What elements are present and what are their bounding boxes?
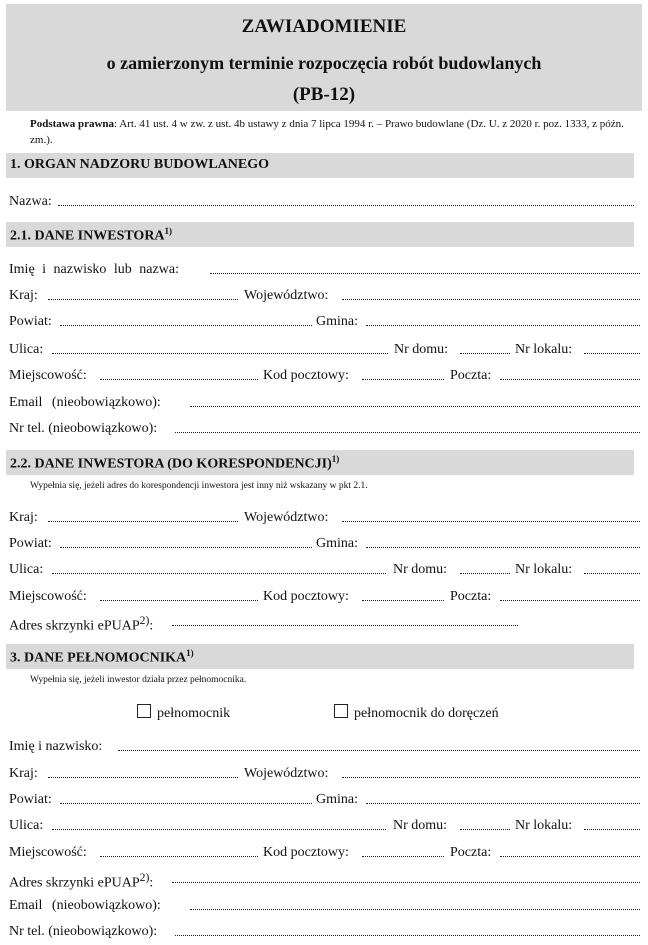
- investor-post-label: Poczta:: [450, 368, 492, 383]
- corr-voivodeship-field[interactable]: [342, 521, 640, 522]
- attorney-street-label: Ulica:: [9, 818, 44, 833]
- section-21-title: 2.1. DANE INWESTORA: [10, 228, 165, 244]
- organ-name-label: Nazwa:: [9, 194, 52, 209]
- investor-commune-field[interactable]: [366, 325, 640, 326]
- section-3-note: Wypełnia się, jeżeli inwestor działa przez pełnomocnika.: [30, 675, 247, 685]
- investor-county-field[interactable]: [60, 325, 312, 326]
- investor-city-label: Miejscowość:: [9, 368, 87, 383]
- attorney-house-label: Nr domu:: [393, 818, 448, 833]
- attorney-epuap-footnote: 2): [139, 871, 150, 884]
- corr-country-field[interactable]: [48, 521, 238, 522]
- legal-basis-label: Podstawa prawna: [30, 118, 115, 130]
- service-attorney-option[interactable]: [334, 704, 499, 722]
- corr-flat-field[interactable]: [584, 573, 640, 574]
- investor-email-label: Email (nieobowiązkowo):: [9, 395, 161, 410]
- investor-city-field[interactable]: [100, 379, 258, 380]
- attorney-city-field[interactable]: [100, 856, 258, 857]
- corr-house-field[interactable]: [460, 573, 510, 574]
- corr-postcode-field[interactable]: [362, 600, 444, 601]
- investor-county-label: Powiat:: [9, 314, 52, 329]
- corr-city-label: Miejscowość:: [9, 589, 87, 604]
- attorney-option-label: pełnomocnik: [157, 706, 231, 721]
- title-banner: [6, 4, 642, 111]
- organ-name-field[interactable]: [58, 205, 634, 206]
- attorney-flat-label: Nr lokalu:: [515, 818, 573, 833]
- investor-phone-label: Nr tel. (nieobowiązkowo):: [9, 421, 158, 436]
- corr-city-field[interactable]: [100, 600, 258, 601]
- attorney-voivodeship-field[interactable]: [342, 777, 640, 778]
- attorney-county-field[interactable]: [60, 803, 312, 804]
- attorney-street-field[interactable]: [52, 829, 386, 830]
- section-3-header: [6, 644, 634, 669]
- section-21-footnote: 1): [164, 226, 173, 236]
- investor-commune-label: Gmina:: [316, 314, 358, 329]
- attorney-county-label: Powiat:: [9, 792, 52, 807]
- corr-commune-field[interactable]: [366, 547, 640, 548]
- investor-street-field[interactable]: [52, 353, 388, 354]
- attorney-epuap-text: Adres skrzynki ePUAP: [9, 875, 140, 891]
- corr-country-label: Kraj:: [9, 510, 38, 525]
- service-attorney-option-label: pełnomocnik do doręczeń: [354, 706, 499, 721]
- investor-house-label: Nr domu:: [394, 342, 449, 357]
- legal-basis-text: : Art. 41 ust. 4 w zw. z ust. 4b ustawy z dnia 7 lipca 1994 r. – Prawo budowlane (Dz. U. z 2020 r. poz. 1333, z późn. zm.).: [30, 118, 624, 146]
- attorney-name-label: Imię i nazwisko:: [9, 739, 103, 754]
- attorney-country-label: Kraj:: [9, 766, 38, 781]
- section-1-title: 1. ORGAN NADZORU BUDOWLANEGO: [10, 157, 270, 172]
- corr-post-field[interactable]: [500, 600, 640, 601]
- attorney-commune-label: Gmina:: [316, 792, 358, 807]
- attorney-voivodeship-label: Województwo:: [244, 766, 329, 781]
- corr-post-label: Poczta:: [450, 589, 492, 604]
- attorney-epuap-colon: :: [149, 875, 154, 891]
- form-subtitle: o zamierzonym terminie rozpoczęcia robót budowlanych: [106, 53, 542, 73]
- corr-commune-label: Gmina:: [316, 536, 358, 551]
- investor-postcode-label: Kod pocztowy:: [263, 368, 349, 383]
- attorney-house-field[interactable]: [460, 829, 510, 830]
- attorney-postcode-field[interactable]: [362, 856, 444, 857]
- corr-epuap-label: [9, 614, 153, 635]
- legal-basis: [30, 116, 630, 148]
- investor-name-field[interactable]: [210, 273, 640, 274]
- section-22-note: Wypełnia się, jeżeli adres do korespondencji inwestora jest inny niż wskazany w pkt 2.1.: [30, 481, 368, 491]
- investor-voivodeship-label: Województwo:: [244, 288, 329, 303]
- corr-county-label: Powiat:: [9, 536, 52, 551]
- corr-postcode-label: Kod pocztowy:: [263, 589, 349, 604]
- investor-phone-field[interactable]: [175, 432, 640, 433]
- investor-flat-label: Nr lokalu:: [515, 342, 573, 357]
- investor-postcode-field[interactable]: [362, 379, 444, 380]
- investor-country-label: Kraj:: [9, 288, 38, 303]
- attorney-city-label: Miejscowość:: [9, 845, 87, 860]
- attorney-phone-label: Nr tel. (nieobowiązkowo):: [9, 924, 158, 939]
- attorney-email-field[interactable]: [190, 909, 640, 910]
- section-22-footnote: 1): [331, 454, 340, 464]
- attorney-epuap-label: [9, 871, 153, 892]
- attorney-option[interactable]: [137, 704, 230, 722]
- attorney-post-label: Poczta:: [450, 845, 492, 860]
- attorney-country-field[interactable]: [48, 777, 238, 778]
- investor-voivodeship-field[interactable]: [342, 299, 640, 300]
- form-code: (PB-12): [292, 84, 356, 105]
- investor-name-label: Imię i nazwisko lub nazwa:: [9, 262, 179, 277]
- investor-post-field[interactable]: [500, 379, 640, 380]
- corr-street-field[interactable]: [52, 573, 386, 574]
- attorney-epuap-field[interactable]: [172, 882, 640, 883]
- service-attorney-checkbox[interactable]: [334, 704, 348, 718]
- investor-country-field[interactable]: [48, 299, 238, 300]
- section-3-title: 3. DANE PEŁNOMOCNIKA: [10, 650, 187, 666]
- corr-epuap-colon: :: [149, 618, 154, 634]
- corr-street-label: Ulica:: [9, 562, 44, 577]
- attorney-name-field[interactable]: [118, 750, 640, 751]
- section-22-header: [6, 450, 634, 475]
- investor-email-field[interactable]: [190, 406, 640, 407]
- corr-county-field[interactable]: [60, 547, 312, 548]
- attorney-post-field[interactable]: [500, 856, 640, 857]
- corr-flat-label: Nr lokalu:: [515, 562, 573, 577]
- section-3-footnote: 1): [186, 648, 194, 658]
- attorney-checkbox[interactable]: [137, 704, 151, 718]
- corr-epuap-text: Adres skrzynki ePUAP: [9, 618, 140, 634]
- investor-street-label: Ulica:: [9, 342, 44, 357]
- section-21-header: [6, 222, 634, 247]
- attorney-postcode-label: Kod pocztowy:: [263, 845, 349, 860]
- section-1-header: [6, 153, 634, 178]
- attorney-commune-field[interactable]: [366, 803, 640, 804]
- corr-voivodeship-label: Województwo:: [244, 510, 329, 525]
- corr-epuap-field[interactable]: [172, 625, 518, 626]
- corr-epuap-footnote: 2): [139, 614, 150, 627]
- section-22-title: 2.2. DANE INWESTORA (DO KORESPONDENCJI): [10, 456, 332, 472]
- attorney-phone-field[interactable]: [175, 935, 640, 936]
- attorney-email-label: Email (nieobowiązkowo):: [9, 898, 161, 913]
- form-title: ZAWIADOMIENIE: [241, 16, 407, 37]
- corr-house-label: Nr domu:: [393, 562, 448, 577]
- attorney-flat-field[interactable]: [584, 829, 640, 830]
- investor-flat-field[interactable]: [584, 353, 640, 354]
- investor-house-field[interactable]: [460, 353, 510, 354]
